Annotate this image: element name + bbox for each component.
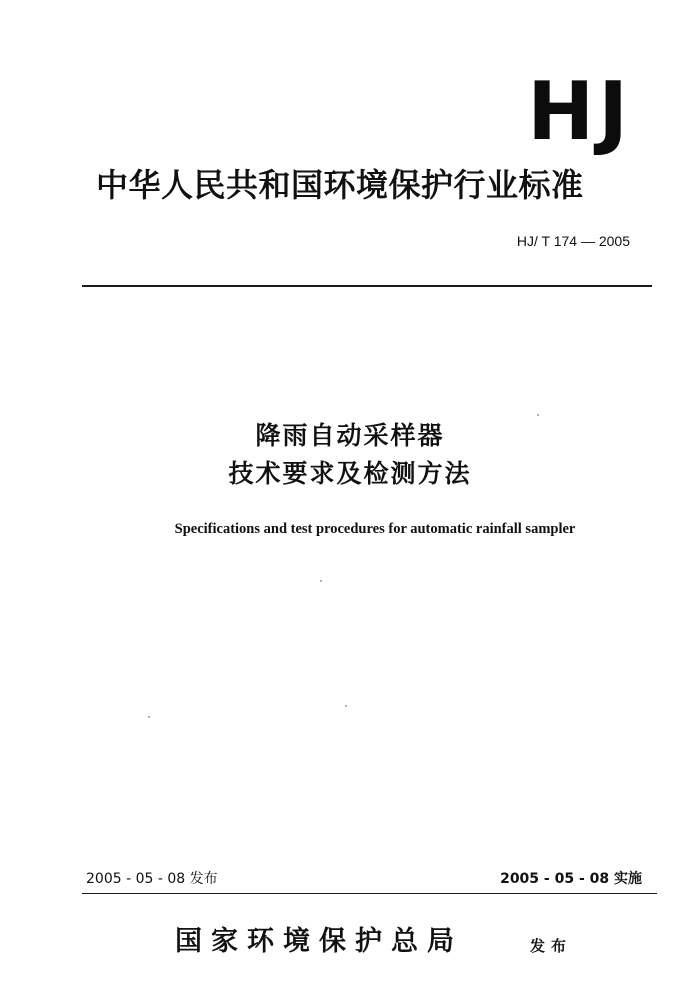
bottom-divider: [82, 893, 657, 894]
document-title-cn-line1: 降雨自动采样器: [255, 421, 445, 450]
document-title-en: Specifications and test procedures for automatic rainfall sampler: [174, 521, 576, 537]
issuing-authority: 国家环境保护总局: [175, 926, 463, 957]
standard-number: HJ/ T 174 — 2005: [516, 233, 630, 249]
scan-speck: [148, 716, 150, 718]
hj-logo: HJ: [527, 65, 632, 158]
issue-label: 发布: [530, 937, 573, 955]
scan-speck: [320, 580, 322, 582]
document-title-cn-line2: 技术要求及检测方法: [228, 459, 472, 488]
top-divider: [82, 285, 652, 287]
publish-date: 2005 - 05 - 08 发布: [86, 871, 218, 887]
scan-speck: [345, 705, 347, 707]
implement-date: 2005 - 05 - 08 实施: [500, 871, 642, 887]
scan-speck: [537, 414, 539, 416]
standard-type-heading: 中华人民共和国环境保护行业标准: [96, 166, 584, 204]
